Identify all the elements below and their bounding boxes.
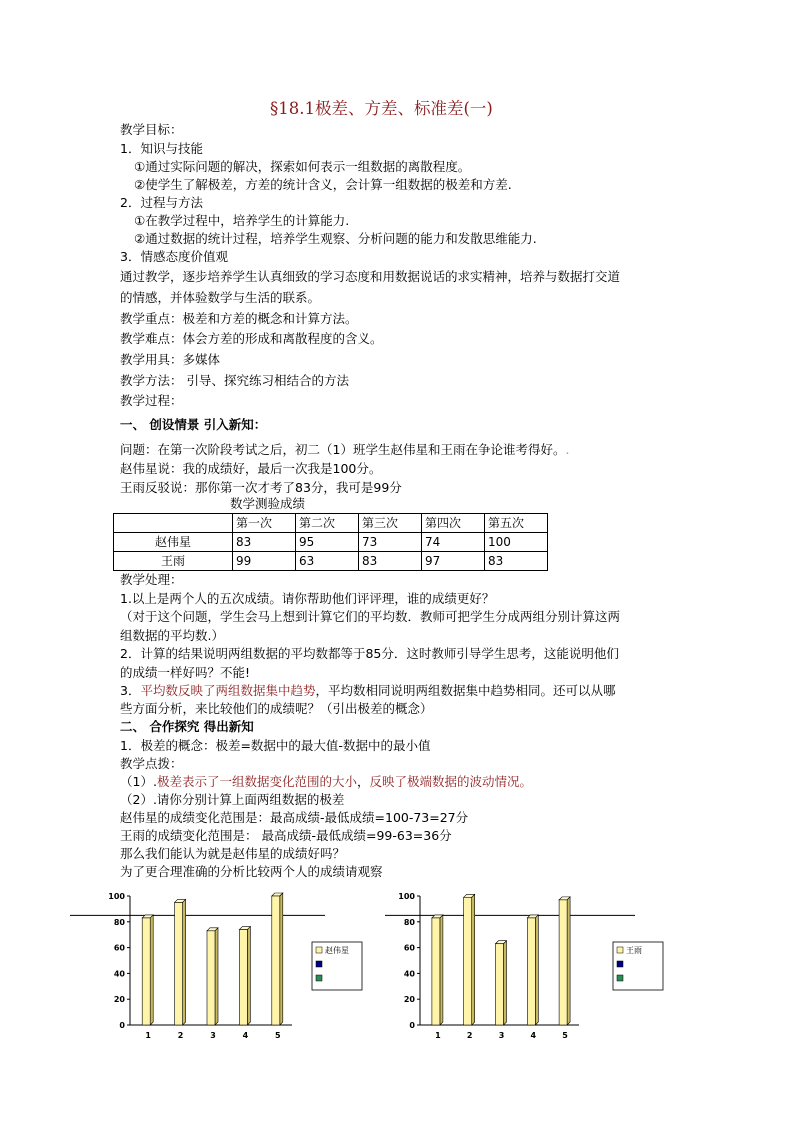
handling-3-highlight: 平均数反映了两组数据集中趋势	[140, 683, 316, 698]
range-definition: 1．极差的概念：极差=数据中的最大值-数据中的最小值	[120, 738, 431, 753]
handling-2b: 的成绩一样好吗？不能!	[120, 665, 251, 680]
x-tick-label: 4	[530, 1031, 537, 1040]
tip-1-highlight-1: 极差表示了一组数据变化范围的大小	[156, 774, 357, 789]
y-tick-label: 100	[398, 892, 415, 901]
legend-swatch	[316, 947, 322, 953]
bar	[239, 930, 247, 1025]
legend-swatch	[316, 975, 322, 981]
legend-swatch	[617, 975, 623, 981]
tip-1-number: （1）.	[120, 774, 157, 789]
score-cell: 83	[485, 552, 548, 571]
teaching-difficulty: 教学难点：体会方差的形成和离散程度的含义。	[120, 331, 383, 346]
teaching-tools: 教学用具：多媒体	[120, 352, 221, 367]
x-tick-label: 1	[145, 1031, 151, 1040]
bar-side	[215, 928, 218, 1025]
y-tick-label: 40	[113, 969, 125, 979]
score-cell: 73	[359, 533, 422, 552]
table-caption: 数学测验成绩	[230, 496, 306, 511]
legend-label: 王雨	[626, 946, 642, 955]
table-header-row	[114, 514, 548, 533]
x-tick-label: 5	[275, 1031, 281, 1040]
y-tick-label: 20	[403, 995, 415, 1005]
zhao-range: 赵伟星的成绩变化范围是：最高成绩-最低成绩=100-73=27分	[120, 810, 469, 825]
handling-1: 1.以上是两个人的五次成绩。请你帮助他们评评理，谁的成绩更好？	[120, 591, 495, 606]
bar	[527, 918, 535, 1025]
header-cell: 第五次	[485, 514, 548, 533]
zhao-says: 赵伟星说：我的成绩好，最后一次我是100分。	[120, 461, 382, 476]
bar-side	[440, 915, 443, 1025]
x-tick-label: 1	[435, 1031, 441, 1040]
x-tick-label: 3	[498, 1031, 505, 1040]
tip-1	[120, 773, 532, 790]
goal-attitude: 3．情感态度价值观	[120, 249, 228, 264]
observe-prompt: 为了更合理准确的分析比较两个人的成绩请观察	[120, 864, 383, 879]
handling-3-rest: ，平均数相同说明两组数据集中趋势相同。还可以从哪	[315, 683, 616, 698]
row-name: 赵伟星	[114, 533, 233, 552]
x-tick-label: 2	[177, 1031, 184, 1040]
goal-attitude-text-1: 通过教学，逐步培养学生认真细致的学习态度和用数据说话的求实精神，培养与数据打交道	[120, 269, 621, 284]
bar	[464, 897, 472, 1025]
section-1-heading: 一、 创设情景 引入新知：	[120, 417, 267, 432]
bar-chart-wang	[385, 885, 675, 1045]
y-tick-label: 0	[119, 1021, 125, 1030]
teaching-focus: 教学重点：极差和方差的概念和计算方法。	[120, 311, 358, 326]
bar-side	[535, 915, 538, 1025]
handling-2: 2．计算的结果说明两组数据的平均数都等于85分．这时教师引导学生思考，这能说明他们	[120, 646, 619, 661]
bar-side	[247, 927, 250, 1025]
legend-swatch	[617, 961, 623, 967]
goal-knowledge-1: ①通过实际问题的解决，探索如何表示一组数据的离散程度。	[134, 159, 471, 174]
bar	[272, 896, 280, 1025]
section-heading-goals: 教学目标：	[120, 122, 183, 137]
goal-process: 2．过程与方法	[120, 195, 203, 210]
score-table	[113, 513, 548, 571]
score-cell: 83	[359, 552, 422, 571]
header-cell: 第四次	[422, 514, 485, 533]
bar-side	[280, 893, 283, 1025]
row-name: 王雨	[114, 552, 233, 571]
score-cell: 100	[485, 533, 548, 552]
x-tick-label: 2	[466, 1031, 473, 1040]
teaching-process: 教学过程：	[120, 393, 183, 408]
section-2-heading: 二、 合作探究 得出新知	[120, 719, 254, 734]
x-tick-label: 3	[210, 1031, 216, 1040]
y-tick-label: 60	[403, 943, 415, 953]
y-tick-label: 20	[113, 995, 125, 1005]
bar-chart-zhao	[70, 885, 360, 1045]
bar	[559, 900, 567, 1025]
handling-3-number: 3．	[120, 683, 141, 698]
handling-1a: （对于这个问题，学生会马上想到计算它们的平均数．教师可把学生分成两组分别计算这两	[120, 609, 621, 624]
handling-3	[120, 682, 615, 699]
chart-zhao	[70, 885, 360, 1048]
tip-1-comma: ，	[356, 774, 370, 789]
bar-side	[183, 899, 186, 1025]
score-cell: 99	[233, 552, 296, 571]
teaching-tips: 教学点拨：	[120, 756, 183, 771]
bar	[496, 944, 504, 1025]
bar	[207, 931, 215, 1025]
goal-knowledge: 1．知识与技能	[120, 141, 203, 156]
table-row	[114, 533, 548, 552]
bar-side	[472, 894, 475, 1025]
question-text: 问题：在第一次阶段考试之后，初二（1）班学生赵伟星和王雨在争论谁考得好。	[120, 442, 566, 457]
goal-process-1: ①在教学过程中，培养学生的计算能力.	[134, 213, 350, 228]
teaching-method: 教学方法： 引导、探究练习相结合的方法	[120, 373, 349, 388]
goal-process-2: ②通过数据的统计过程，培养学生观察、分析问题的能力和发散思维能力.	[134, 231, 537, 246]
bar	[142, 918, 150, 1025]
wang-range: 王雨的成绩变化范围是： 最高成绩-最低成绩=99-63=36分	[120, 828, 452, 843]
question-dot: .	[565, 442, 570, 457]
table-row	[114, 552, 548, 571]
goal-attitude-text-2: 的情感，并体验数学与生活的联系。	[120, 290, 321, 305]
legend-label: 赵伟星	[325, 946, 349, 955]
tip-2: （2）.请你分别计算上面两组数据的极差	[120, 792, 345, 807]
legend-swatch	[617, 947, 623, 953]
x-tick-label: 4	[242, 1031, 249, 1040]
score-cell: 74	[422, 533, 485, 552]
range-question: 那么我们能认为就是赵伟星的成绩好吗？	[120, 846, 346, 861]
x-tick-label: 5	[562, 1031, 568, 1040]
header-cell: 第二次	[296, 514, 359, 533]
header-cell: 第一次	[233, 514, 296, 533]
handling-1b: 组数据的平均数.）	[120, 628, 224, 643]
score-cell: 97	[422, 552, 485, 571]
y-tick-label: 40	[403, 969, 415, 979]
bar-side	[567, 897, 570, 1025]
score-cell: 95	[296, 533, 359, 552]
score-cell: 83	[233, 533, 296, 552]
y-tick-label: 100	[108, 892, 125, 901]
question-line	[120, 441, 569, 458]
y-tick-label: 80	[113, 917, 125, 927]
handling-heading: 教学处理：	[120, 572, 183, 587]
y-tick-label: 80	[403, 917, 415, 927]
handling-3b: 些方面分析，来比较他们的成绩呢？（引出极差的概念）	[120, 701, 433, 716]
table-corner	[114, 514, 233, 533]
bar-side	[150, 915, 153, 1025]
legend-swatch	[316, 961, 322, 967]
wang-says: 王雨反驳说：那你第一次才考了83分，我可是99分	[120, 480, 402, 495]
y-tick-label: 60	[113, 943, 125, 953]
page-title: §18.1极差、方差、标准差(一)	[270, 99, 493, 118]
tip-1-highlight-2: 反映了极端数据的波动情况。	[369, 774, 532, 789]
y-tick-label: 0	[409, 1021, 415, 1030]
bar	[432, 918, 440, 1025]
goal-knowledge-2: ②使学生了解极差，方差的统计含义，会计算一组数据的极差和方差.	[134, 177, 512, 192]
score-cell: 63	[296, 552, 359, 571]
header-cell: 第三次	[359, 514, 422, 533]
bar-side	[504, 941, 507, 1025]
bar	[175, 902, 183, 1025]
chart-wang	[385, 885, 675, 1048]
